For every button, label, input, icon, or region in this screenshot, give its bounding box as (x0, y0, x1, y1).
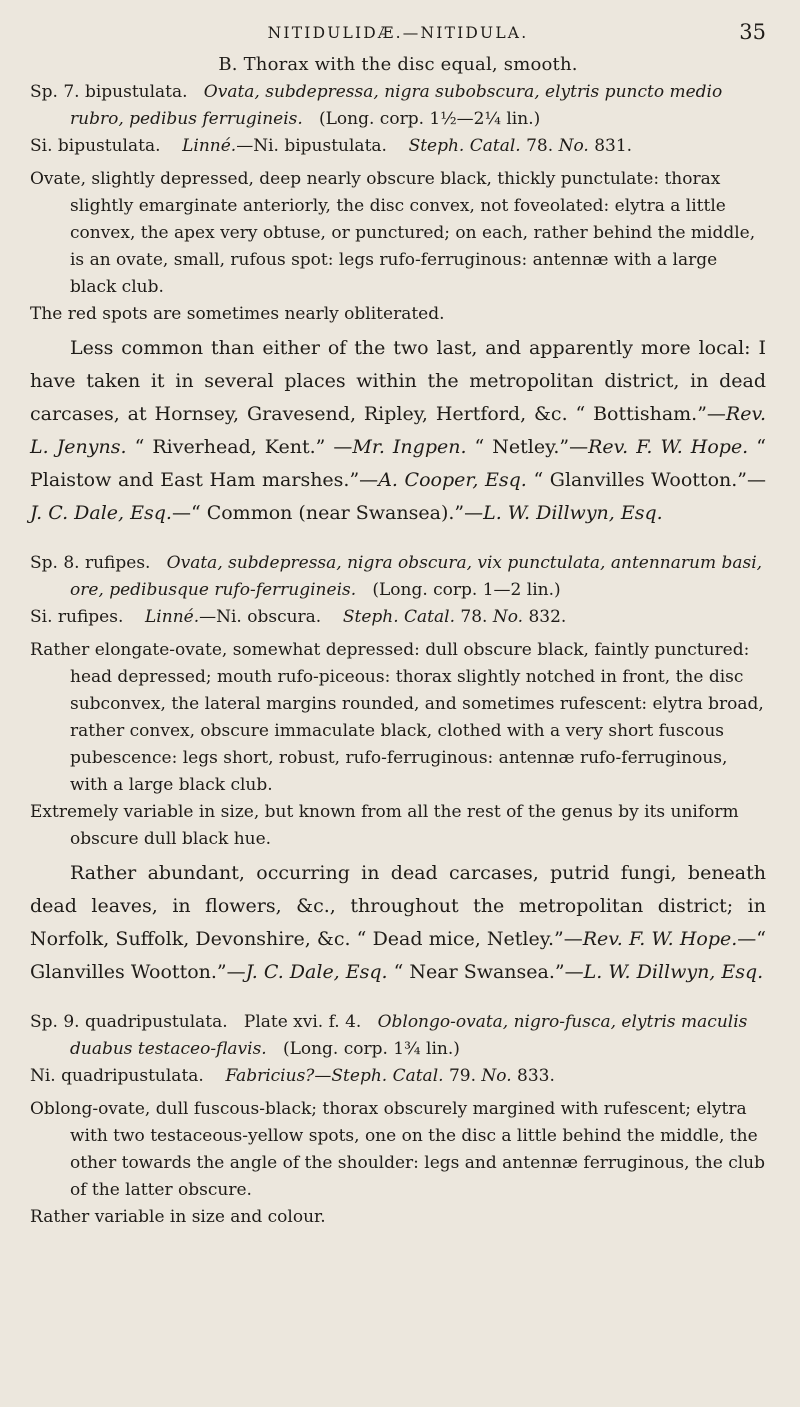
authority: Linné. (145, 607, 200, 627)
note: Extremely variable in size, but known from all the rest of the genus by its uniform obscure dull black hue. (30, 802, 739, 849)
species-9-heading (30, 1009, 766, 1063)
synonym-label: Ni. quadripustulata. (30, 1066, 204, 1086)
catalogue-page: 79. (448, 1066, 476, 1086)
catalogue-ref: Steph. Catal. (342, 607, 455, 627)
synonym: —Ni. bipustulata. (236, 136, 387, 156)
species-label: Sp. 8. rufipes. (30, 553, 151, 573)
catalogue-ref: Steph. Catal. (408, 136, 521, 156)
latin-diagnosis: Oblongo-ovata, nigro-fusca, elytris maculis duabus testaceo-flavis. (70, 1012, 748, 1059)
latin-diagnosis: Ovata, subdepressa, nigra obscura, vix punctulata, antennarum basi, ore, pedibusque rufo-ferrugineis. (70, 553, 763, 600)
note: The red spots are sometimes nearly obliterated. (30, 304, 445, 324)
measurement: (Long. corp. 1—2 lin.) (372, 580, 561, 600)
catalogue-ref: Steph. Catal. (331, 1066, 444, 1086)
catalogue-no-label: No. (481, 1066, 512, 1086)
species-7 (30, 79, 766, 530)
species-label: Sp. 9. quadripustulata. (30, 1012, 228, 1032)
species-9 (30, 1009, 766, 1231)
latin-diagnosis: Ovata, subdepressa, nigra subobscura, elytris puncto medio rubro, pedibus ferrugineis. (70, 82, 723, 129)
running-head: NITIDULIDÆ.—NITIDULA. (267, 24, 529, 42)
catalogue-number: 832. (528, 607, 567, 627)
localities: Less common than either of the two last, and apparently more local: I have taken it in several places within the metropolitan district, in dead carcases, at Hornsey, Gravesend, Ripley, Hertford, &c. “ Bottisham.”—Rev. L. Jenyns. “ Riverhead, Kent.” —Mr. Ingpen. “ Netley.”—Rev. F. W. Hope. “ Plaistow and East Ham marshes.”—A. Cooper, Esq. “ Glanvilles Wootton.”— J. C. Dale, Esq.—“ Common (near Swansea).”—L. W. Dillwyn, Esq. (30, 337, 766, 524)
section-heading: B. Thorax with the disc equal, smooth. (218, 54, 578, 75)
measurement: (Long. corp. 1½—2¼ lin.) (319, 109, 541, 129)
description: Ovate, slightly depressed, deep nearly obscure black, thickly punctulate: thorax slightly emarginate anteriorly, the disc convex, not foveolated: elytra a little convex, the apex very obtuse, or punctured; on each, rather behind the middle, is an ovate, small, rufous spot: legs rufo-ferruginous: antennæ with a large black club. (30, 169, 756, 297)
description: Oblong-ovate, dull fuscous-black; thorax obscurely margined with rufescent; elytra with two testaceous-yellow spots, one on the disc a little behind the middle, the other towards the angle of the shoulder: legs and antennæ ferruginous, the club of the latter obscure. (30, 1099, 765, 1200)
catalogue-no-label: No. (558, 136, 589, 156)
authority: Linné. (182, 136, 237, 156)
synonymy (30, 604, 766, 631)
catalogue-no-label: No. (492, 607, 524, 627)
synonymy (30, 133, 766, 160)
plate-ref: Plate xvi. f. 4. (243, 1012, 362, 1032)
species-7-heading (30, 79, 766, 133)
synonym-label: Si. bipustulata. (30, 136, 161, 156)
species-8 (30, 550, 766, 989)
localities: Rather abundant, occurring in dead carcases, putrid fungi, beneath dead leaves, in flowers, &c., throughout the metropolitan district; in Norfolk, Suffolk, Devonshire, &c. “ Dead mice, Netley.”—Rev. F. W. Hope.—“ Glanvilles Wootton.”—J. C. Dale, Esq. “ Near Swansea.”—L. W. Dillwyn, Esq. (30, 862, 767, 983)
description: Rather elongate-ovate, somewhat depressed: dull obscure black, faintly punctured: head depressed; mouth rufo-piceous: thorax slightly notched in front, the disc subconvex, the lateral margins rounded, and sometimes rufescent: elytra broad, rather convex, obscure immaculate black, clothed with a very short fuscous pubescence: legs short, robust, rufo-ferruginous: antennæ rufo-ferruginous, with a large black club. (30, 640, 764, 795)
species-8-heading (30, 550, 766, 604)
catalogue-page: 78. (526, 136, 554, 156)
dash: — (314, 1066, 332, 1086)
synonym: —Ni. obscura. (199, 607, 322, 627)
catalogue-page: 78. (460, 607, 488, 627)
page-header (30, 10, 766, 50)
catalogue-number: 833. (517, 1066, 555, 1086)
catalogue-number: 831. (594, 136, 633, 156)
synonymy (30, 1063, 766, 1090)
page-number: 35 (739, 20, 766, 44)
note: Rather variable in size and colour. (30, 1207, 326, 1227)
measurement: (Long. corp. 1¾ lin.) (282, 1039, 460, 1059)
authority: Fabricius? (225, 1066, 315, 1086)
synonym-label: Si. rufipes. (30, 607, 124, 627)
species-label: Sp. 7. bipustulata. (30, 82, 188, 102)
